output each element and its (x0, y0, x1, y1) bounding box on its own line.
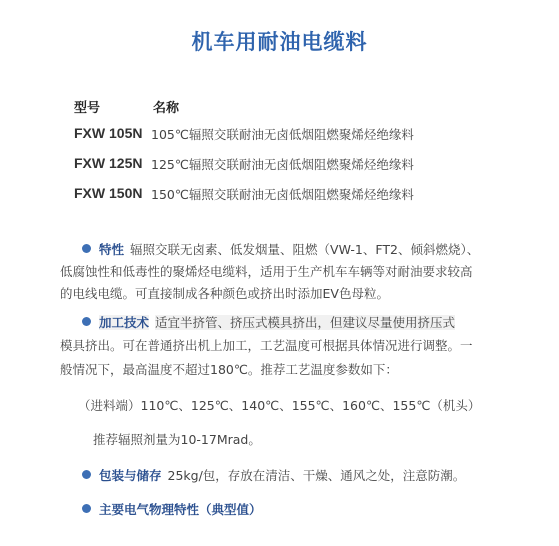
properties-label: 主要电气物理特性（典型值） (99, 502, 262, 517)
processing-line: 适宜半挤管、挤压式模具挤出，但建议尽量使用挤压式 (155, 315, 456, 330)
packaging-label: 包装与储存 (99, 468, 162, 483)
model-name: 105℃辐照交联耐油无卤低烟阻燃聚烯烃绝缘料 (151, 127, 414, 142)
table-row (0, 185, 559, 205)
properties-section (82, 500, 268, 518)
features-line: 辐照交联无卤素、低发烟量、阻燃（VW-1、FT2、倾斜燃烧）、 (130, 242, 480, 257)
model-code: FXW 150N (74, 185, 143, 201)
features-line: 的电线电缆。可直接制成各种颜色或挤出时添加EV色母粒。 (60, 286, 389, 301)
model-code: FXW 125N (74, 155, 143, 171)
header-model: 型号 (74, 101, 101, 116)
bullet-icon (82, 317, 91, 326)
packaging-section (82, 466, 465, 484)
model-code: FXW 105N (74, 125, 143, 141)
table-row (0, 155, 559, 175)
processing-line: 般情况下，最高温度不超过180℃。推荐工艺温度参数如下： (60, 362, 398, 377)
features-label: 特性 (99, 242, 125, 257)
processing-line: 模具挤出。可在普通挤出机上加工，工艺温度可根据具体情况进行调整。一 (60, 338, 473, 353)
model-name: 125℃辐照交联耐油无卤低烟阻燃聚烯烃绝缘料 (151, 157, 414, 172)
header-name: 名称 (153, 101, 180, 116)
bullet-icon (82, 504, 91, 513)
processing-label: 加工技术 (99, 315, 150, 330)
packaging-text: 25kg/包，存放在清洁、干燥、通风之处，注意防潮。 (167, 468, 466, 483)
features-line: 低腐蚀性和低毒性的聚烯烃电缆料，适用于生产机车车辆等对耐油要求较高 (60, 264, 473, 279)
processing-temperatures: （进料端）110℃、125℃、140℃、155℃、160℃、155℃（机头） (78, 398, 481, 413)
model-name: 150℃辐照交联耐油无卤低烟阻燃聚烯烃绝缘料 (151, 187, 414, 202)
bullet-icon (82, 470, 91, 479)
bullet-icon (82, 244, 91, 253)
page-title: 机车用耐油电缆料 (191, 30, 368, 54)
processing-dose: 推荐辐照剂量为10-17Mrad。 (93, 432, 261, 447)
table-row (0, 125, 559, 145)
